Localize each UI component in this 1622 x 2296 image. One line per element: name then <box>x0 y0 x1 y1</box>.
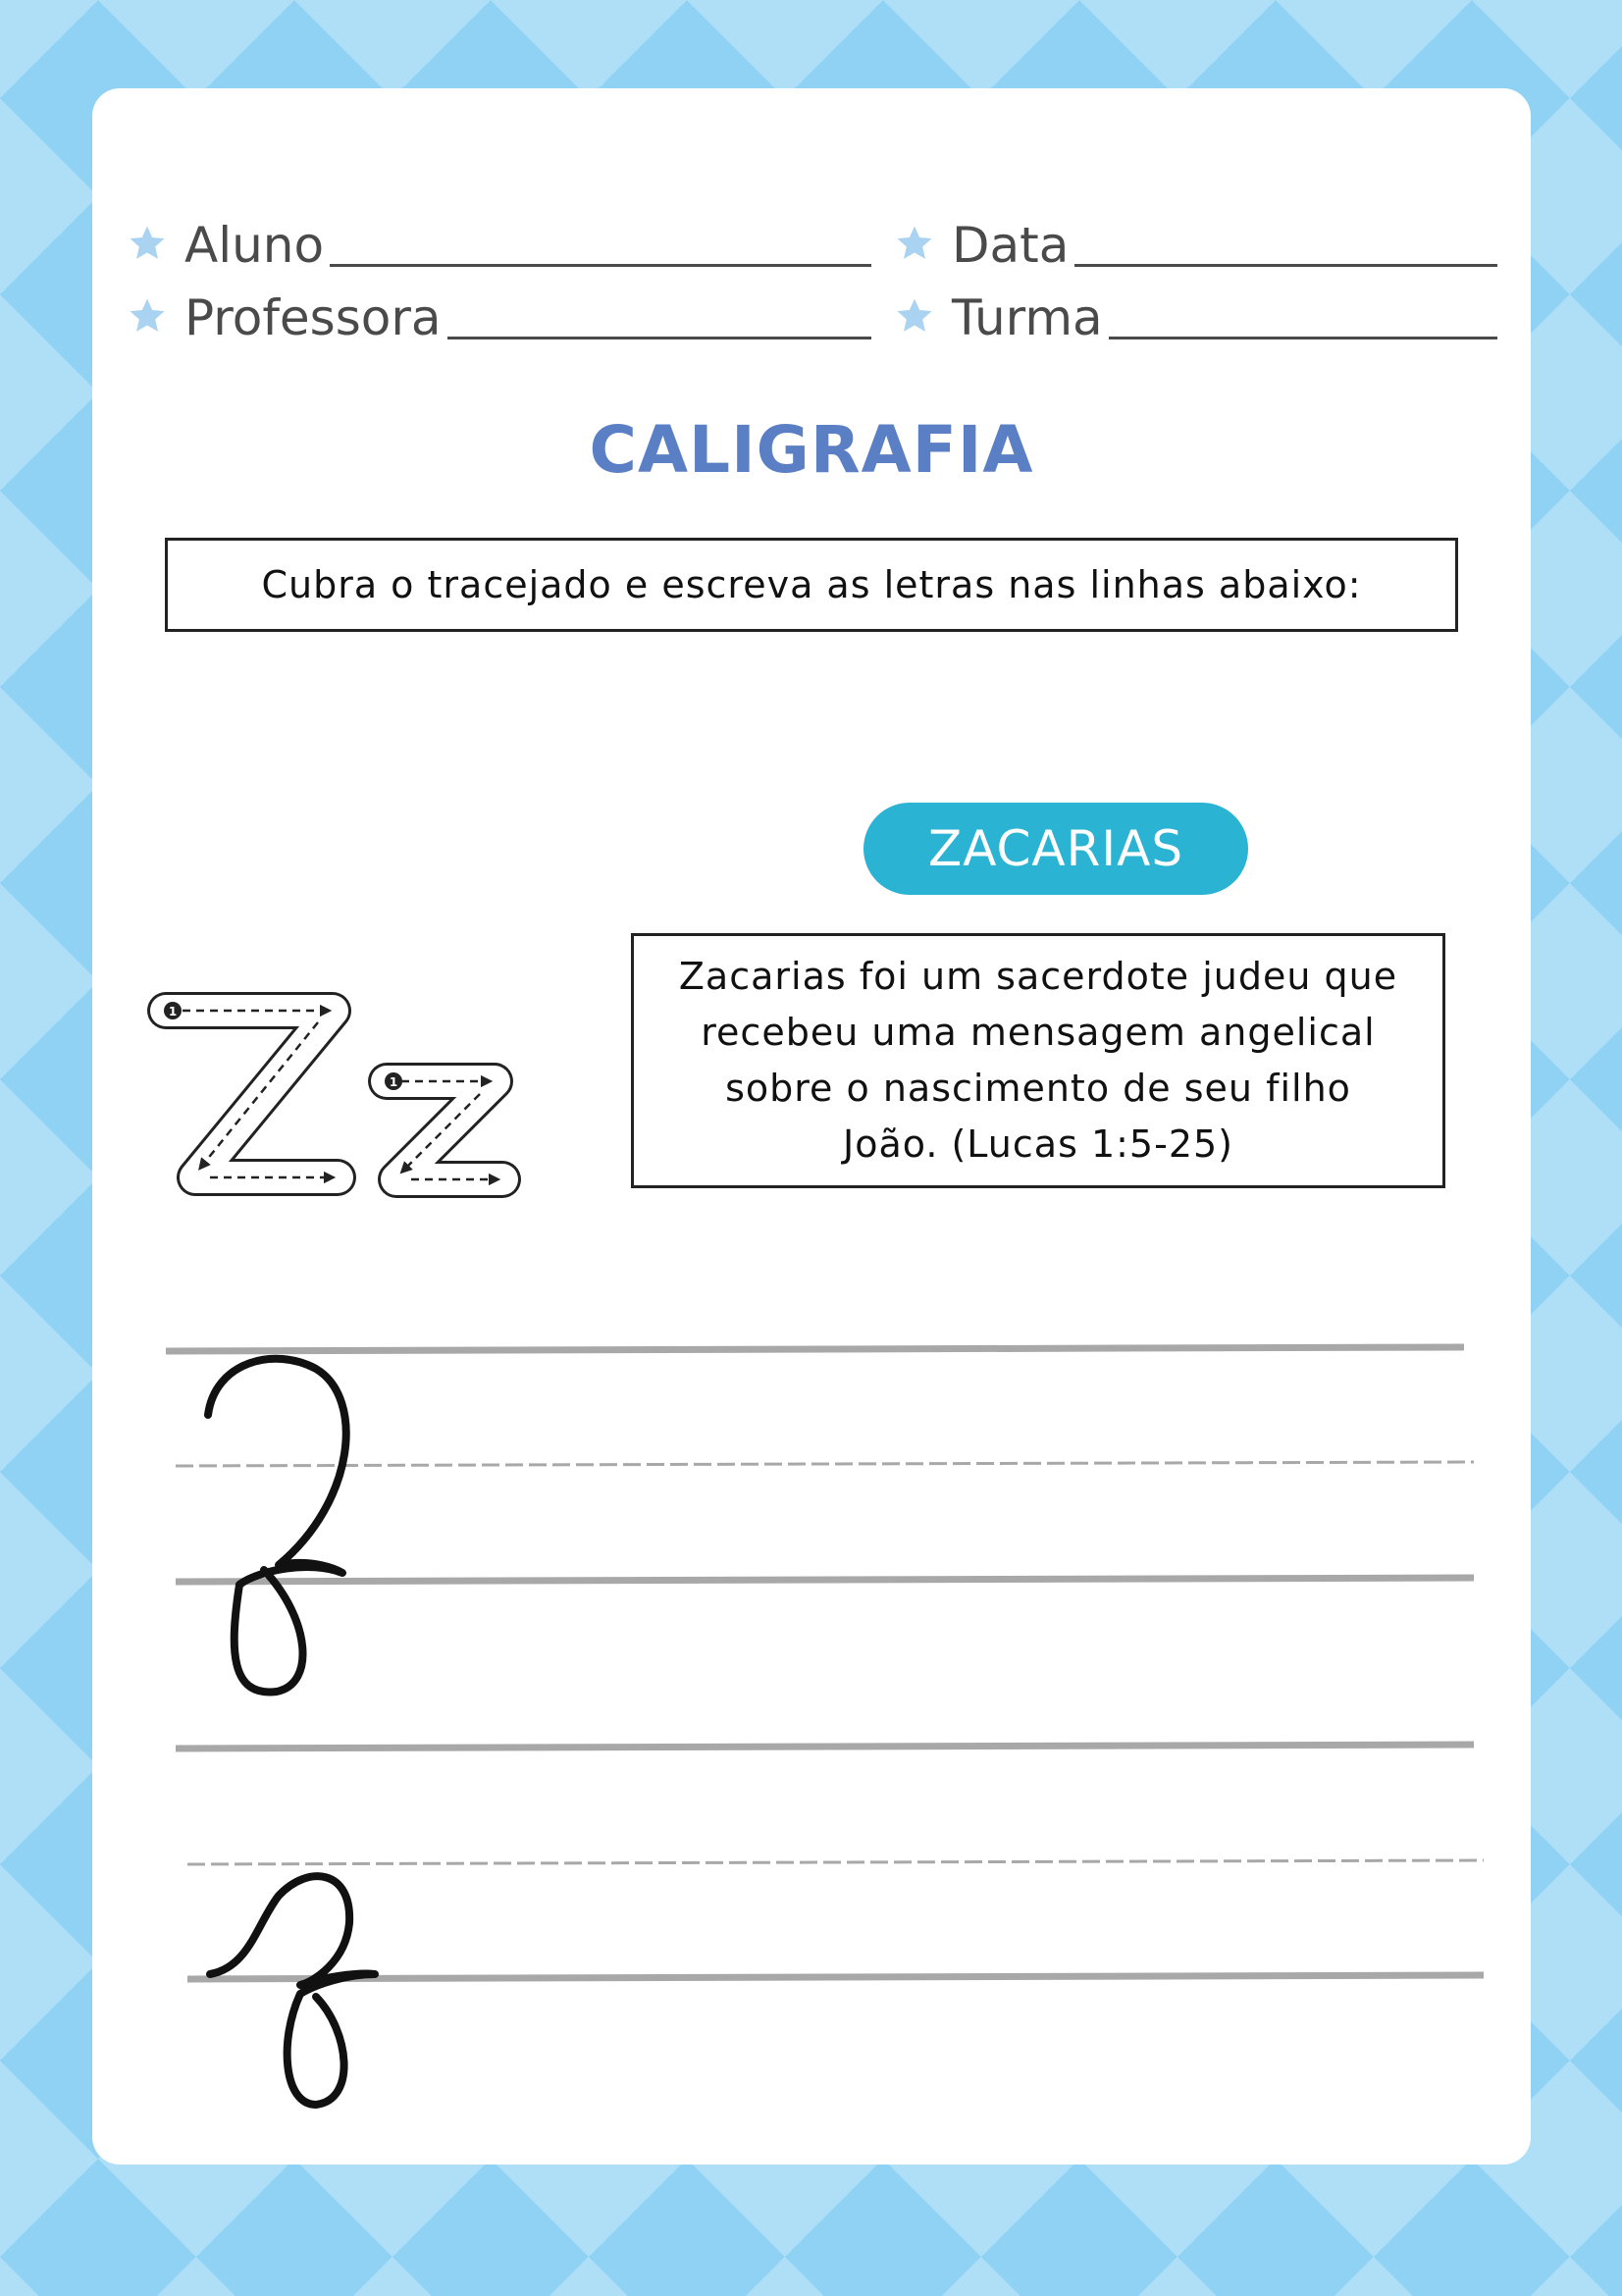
instruction-box <box>165 538 1458 632</box>
star-icon <box>128 224 167 263</box>
instruction-text: Cubra o tracejado e escreva as letras nas linhas abaixo: <box>261 563 1362 606</box>
student-label: Aluno <box>184 217 325 274</box>
name-badge: ZACARIAS <box>863 803 1248 895</box>
teacher-field <box>128 279 871 347</box>
page-title: CALIGRAFIA <box>589 412 1034 488</box>
trace-step-number-upper: 1 <box>168 1005 178 1018</box>
cursive-z-model <box>210 1876 375 2105</box>
class-label: Turma <box>952 289 1103 346</box>
student-field <box>128 206 871 275</box>
class-input-line[interactable] <box>1109 337 1497 339</box>
teacher-input-line[interactable] <box>447 337 871 339</box>
worksheet-page <box>92 88 1531 2165</box>
writing-area-1[interactable] <box>166 1347 1474 1748</box>
description-text <box>679 949 1397 1173</box>
class-field <box>895 279 1497 347</box>
date-input-line[interactable] <box>1074 264 1497 267</box>
teacher-label: Professora <box>184 289 442 346</box>
trace-letters <box>141 913 593 1207</box>
star-icon <box>895 296 934 336</box>
description-box <box>631 933 1445 1188</box>
description-line: Zacarias foi um sacerdote judeu que <box>678 955 1398 998</box>
star-icon <box>128 296 167 336</box>
description-line: recebeu uma mensagem angelical <box>701 1011 1376 1054</box>
description-line: João. (Lucas 1:5-25) <box>843 1122 1233 1166</box>
trace-letter-lower[interactable] <box>385 1072 502 1179</box>
date-field <box>895 206 1497 275</box>
trace-letter-upper[interactable] <box>164 1002 338 1177</box>
student-input-line[interactable] <box>330 264 871 267</box>
writing-area-2[interactable] <box>187 1860 1484 1979</box>
cursive-z-model <box>208 1359 346 1693</box>
trace-step-number-lower: 1 <box>389 1075 398 1089</box>
star-icon <box>895 224 934 263</box>
description-line: sobre o nascimento de seu filho <box>725 1067 1351 1110</box>
date-label: Data <box>952 217 1070 274</box>
